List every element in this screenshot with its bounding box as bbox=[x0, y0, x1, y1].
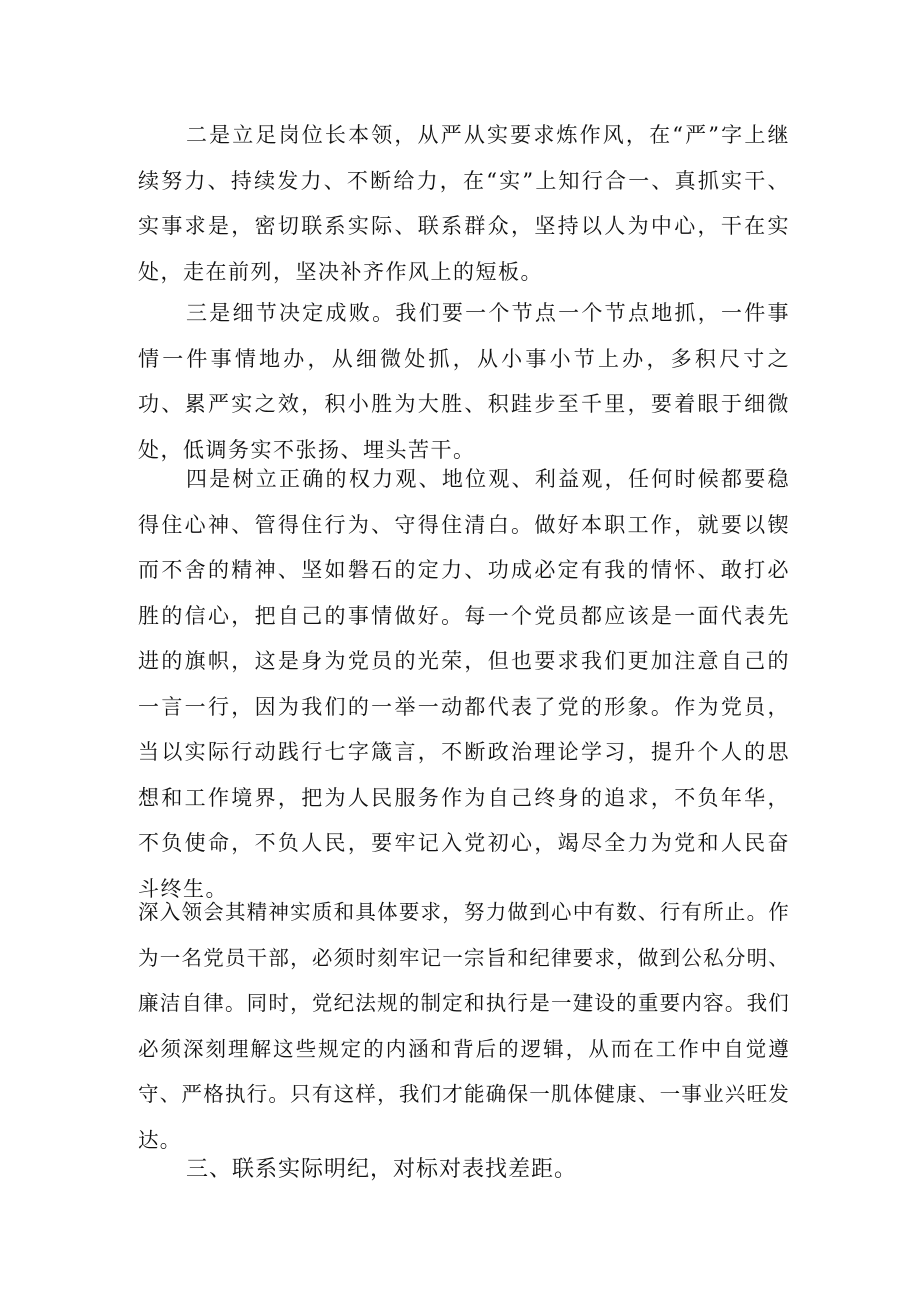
paragraph-3: 四是树立正确的权力观、地位观、利益观，任何时候都要稳得住心神、管得住行为、守得住清白。做好本职工作，就要以锲而不舍的精神、坚如磐石的定力、功成必定有我的情怀、敢打必胜的信心，把自己的事情做好。每一个党员都应该是一面代表先进的旗帜，这是身为党员的光荣，但也要求我们更加注意自己的一言一行，因为我们的一举一动都代表了党的形象。作为党员，当以实际行动践行七字箴言，不断政治理论学习，提升个人的思想和工作境界，把为人民服务作为自己终身的追求，不负年华，不负使命，不负人民，要牢记入党初心，竭尽全力为党和人民奋斗终生。 bbox=[138, 467, 790, 901]
section-heading: 三、联系实际明纪，对标对表找差距。 bbox=[186, 1157, 578, 1182]
paragraph-1: 二是立足岗位长本领，从严从实要求炼作风，在“严”字上继续努力、持续发力、不断给力，在“实”上知行合一、真抓实干、实事求是，密切联系实际、联系群众，坚持以人为中心，干在实处，走在前列，坚决补齐作风上的短板。 bbox=[138, 123, 790, 284]
paragraph-4: 深入领会其精神实质和具体要求，努力做到心中有数、行有所止。作为一名党员干部，必须时刻牢记一宗旨和纪律要求，做到公私分明、廉洁自律。同时，党纪法规的制定和执行是一建设的重要内容。我们必须深刻理解这些规定的内涵和背后的逻辑，从而在工作中自觉遵守、严格执行。只有这样，我们才能确保一肌体健康、一事业兴旺发达。 bbox=[138, 900, 790, 1152]
paragraph-2: 三是细节决定成败。我们要一个节点一个节点地抓，一件事情一件事情地办，从细微处抓，从小事小节上办，多积尺寸之功、累严实之效，积小胜为大胜、积跬步至千里，要着眼于细微处，低调务实不张扬、埋头苦干。 bbox=[138, 301, 790, 462]
